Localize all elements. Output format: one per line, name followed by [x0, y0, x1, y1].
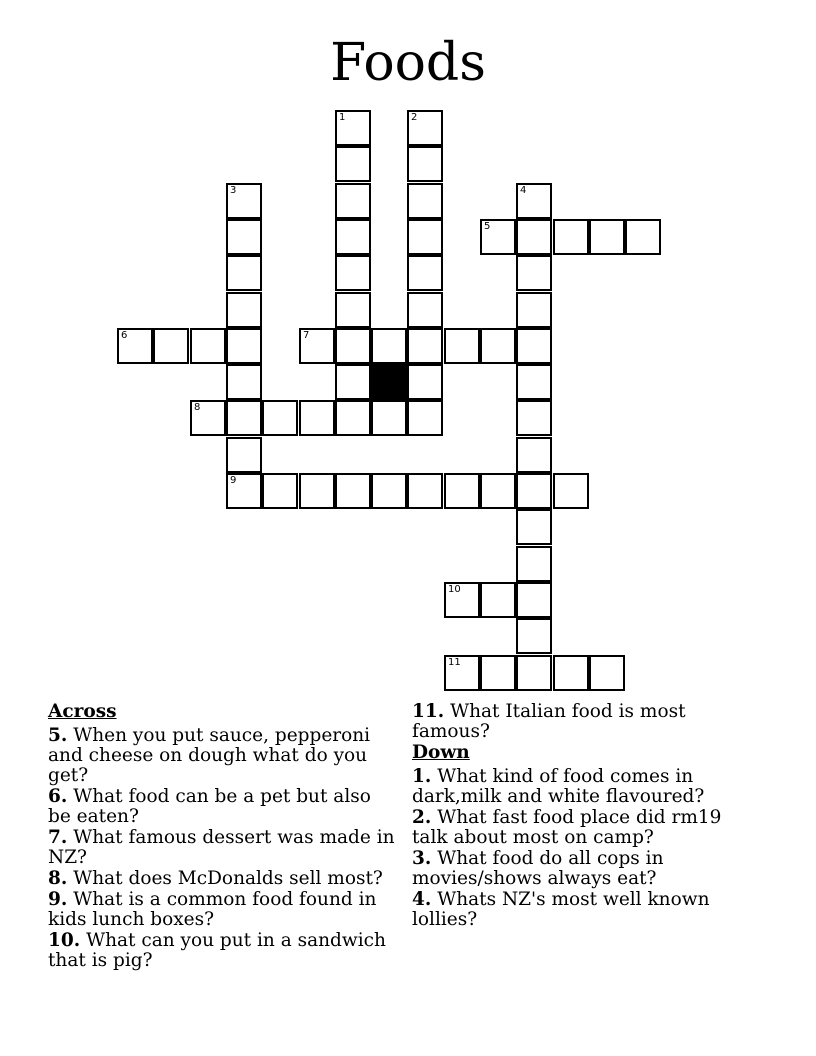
clue-down-4: 4. Whats NZ's most well known lollies?: [412, 889, 710, 930]
grid-cell[interactable]: [407, 400, 443, 436]
grid-cell[interactable]: [226, 437, 262, 473]
clue-down-1: 1. What kind of food comes in dark,milk and white flavoured?: [412, 766, 705, 807]
grid-cell[interactable]: [444, 655, 480, 691]
grid-cell[interactable]: [516, 546, 552, 582]
clue-across-9: 9. What is a common food found in kids lunch boxes?: [48, 889, 377, 930]
grid-cell[interactable]: [625, 219, 661, 255]
grid-cell[interactable]: [480, 328, 516, 364]
grid-cell[interactable]: [444, 473, 480, 509]
grid-cell[interactable]: [516, 364, 552, 400]
grid-cell[interactable]: [117, 328, 153, 364]
clue-number: 4: [520, 185, 527, 196]
grid-cell[interactable]: [407, 473, 443, 509]
clue-number: 2: [411, 112, 418, 123]
grid-cell[interactable]: [553, 473, 589, 509]
grid-cell[interactable]: [335, 473, 371, 509]
grid-cell[interactable]: [407, 255, 443, 291]
grid-cell[interactable]: [335, 328, 371, 364]
clue-across-7: 7. What famous dessert was made in NZ?: [48, 827, 395, 868]
grid-cell[interactable]: [516, 582, 552, 618]
down-clues-column: [412, 702, 762, 931]
clue-down-3: 3. What food do all cops in movies/shows always eat?: [412, 848, 664, 889]
clue-number: 5: [484, 221, 491, 232]
grid-cell[interactable]: [335, 292, 371, 328]
clue-number: 10: [448, 584, 461, 595]
grid-cell[interactable]: [480, 473, 516, 509]
grid-cell[interactable]: [335, 219, 371, 255]
grid-cell[interactable]: [516, 618, 552, 654]
grid-cell[interactable]: [444, 582, 480, 618]
grid-cell[interactable]: [226, 400, 262, 436]
across-heading: Across: [48, 701, 117, 722]
grid-cell[interactable]: [299, 400, 335, 436]
clue-across-5: 5. When you put sauce, pepperoni and cheese on dough what do you get?: [48, 725, 371, 786]
grid-cell[interactable]: [371, 473, 407, 509]
clue-across-10: 10. What can you put in a sandwich that is pig?: [48, 930, 386, 971]
clue-number: 11: [448, 657, 461, 668]
clue-number: 8: [194, 402, 201, 413]
grid-cell[interactable]: [226, 473, 262, 509]
grid-cell[interactable]: [226, 292, 262, 328]
clue-across-8: 8. What does McDonalds sell most?: [48, 868, 383, 889]
grid-cell[interactable]: [516, 328, 552, 364]
page-title: Foods: [330, 33, 486, 93]
clue-number: 9: [230, 475, 237, 486]
grid-cell[interactable]: [335, 364, 371, 400]
grid-block-cell: [371, 364, 407, 400]
grid-cell[interactable]: [516, 473, 552, 509]
grid-cell[interactable]: [407, 146, 443, 182]
clue-across-11: 11. What Italian food is most famous?: [412, 701, 686, 742]
grid-cell[interactable]: [553, 219, 589, 255]
grid-cell[interactable]: [335, 146, 371, 182]
across-clues-column: [48, 702, 398, 972]
grid-cell[interactable]: [153, 328, 189, 364]
grid-cell[interactable]: [516, 437, 552, 473]
grid-cell[interactable]: [335, 400, 371, 436]
grid-cell[interactable]: [480, 655, 516, 691]
grid-cell[interactable]: [480, 219, 516, 255]
grid-cell[interactable]: [407, 292, 443, 328]
grid-cell[interactable]: [516, 509, 552, 545]
grid-cell[interactable]: [589, 219, 625, 255]
grid-cell[interactable]: [516, 219, 552, 255]
grid-cell[interactable]: [516, 183, 552, 219]
grid-cell[interactable]: [299, 473, 335, 509]
grid-cell[interactable]: [589, 655, 625, 691]
grid-cell[interactable]: [407, 364, 443, 400]
grid-cell[interactable]: [516, 400, 552, 436]
grid-cell[interactable]: [371, 400, 407, 436]
grid-cell[interactable]: [226, 255, 262, 291]
grid-cell[interactable]: [371, 328, 407, 364]
grid-cell[interactable]: [480, 582, 516, 618]
grid-cell[interactable]: [226, 328, 262, 364]
grid-cell[interactable]: [516, 292, 552, 328]
grid-cell[interactable]: [335, 110, 371, 146]
grid-cell[interactable]: [226, 219, 262, 255]
grid-cell[interactable]: [299, 328, 335, 364]
grid-cell[interactable]: [516, 655, 552, 691]
grid-cell[interactable]: [553, 655, 589, 691]
grid-cell[interactable]: [262, 400, 298, 436]
grid-cell[interactable]: [190, 400, 226, 436]
grid-cell[interactable]: [226, 364, 262, 400]
grid-cell[interactable]: [226, 183, 262, 219]
grid-cell[interactable]: [335, 183, 371, 219]
grid-cell[interactable]: [262, 473, 298, 509]
clue-number: 6: [121, 330, 128, 341]
grid-cell[interactable]: [407, 328, 443, 364]
grid-cell[interactable]: [407, 219, 443, 255]
grid-cell[interactable]: [516, 255, 552, 291]
clue-number: 1: [339, 112, 346, 123]
clue-number: 7: [303, 330, 310, 341]
clue-number: 3: [230, 185, 237, 196]
clue-across-6: 6. What food can be a pet but also be eaten?: [48, 786, 371, 827]
grid-cell[interactable]: [190, 328, 226, 364]
grid-cell[interactable]: [407, 110, 443, 146]
clue-down-2: 2. What fast food place did rm19 talk about most on camp?: [412, 807, 722, 848]
down-heading: Down: [412, 742, 470, 763]
grid-cell[interactable]: [335, 255, 371, 291]
grid-cell[interactable]: [407, 183, 443, 219]
grid-cell[interactable]: [444, 328, 480, 364]
